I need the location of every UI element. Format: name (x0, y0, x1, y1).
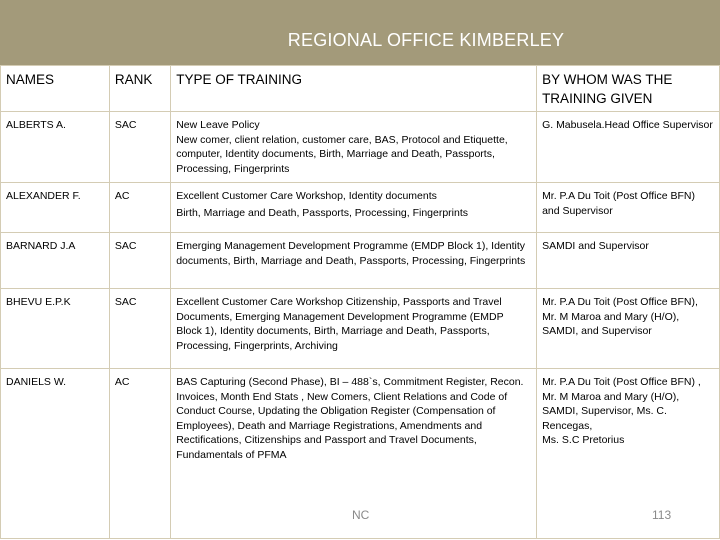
table-row (1, 233, 720, 289)
cell-training: Excellent Customer Care Workshop Citizenship, Passports and Travel Documents, Emerging Management Development Programme (EMDP Block 1), Identity documents, Birth, Marriage and Death, Passports, Processing, Fingerprints, Archiving (171, 289, 537, 369)
cell-trainer: Mr. P.A Du Toit (Post Office BFN), Mr. M Maroa and Mary (H/O), SAMDI, and Supervisor (537, 289, 720, 369)
header-by-whom: BY WHOM WAS THE TRAINING GIVEN (537, 66, 720, 112)
cell-rank: SAC (109, 289, 170, 369)
training-table (0, 65, 720, 539)
header-rank: RANK (109, 66, 170, 112)
cell-name: BHEVU E.P.K (1, 289, 110, 369)
cell-name: ALBERTS A. (1, 112, 110, 183)
table-header-row (1, 66, 720, 112)
cell-rank: AC (109, 369, 170, 539)
cell-rank: AC (109, 183, 170, 233)
footer-region-code: NC (352, 508, 370, 522)
cell-name: DANIELS W. (1, 369, 110, 539)
page-number: 113 (652, 508, 672, 522)
table-row (1, 183, 720, 233)
cell-training: Excellent Customer Care Workshop, Identity documents Birth, Marriage and Death, Passports, Processing, Fingerprints (171, 183, 537, 233)
table-row (1, 289, 720, 369)
cell-name: BARNARD J.A (1, 233, 110, 289)
cell-training: Emerging Management Development Programme (EMDP Block 1), Identity documents, Birth, Marriage and Death, Passports, Processing, Fingerprints (171, 233, 537, 289)
cell-training: New Leave Policy New comer, client relation, customer care, BAS, Protocol and Etiquette, computer, Identity documents, Birth, Marriage and Death, Passports, Processing, Fingerprints (171, 112, 537, 183)
cell-rank: SAC (109, 233, 170, 289)
cell-trainer: SAMDI and Supervisor (537, 233, 720, 289)
cell-rank: SAC (109, 112, 170, 183)
table-row (1, 112, 720, 183)
cell-name: ALEXANDER F. (1, 183, 110, 233)
page-title: REGIONAL OFFICE KIMBERLEY (287, 30, 565, 50)
cell-trainer: Mr. P.A Du Toit (Post Office BFN) , Mr. M Maroa and Mary (H/O), SAMDI, Supervisor, Ms. C. Rencegas, Ms. S.C Pretorius (537, 369, 720, 539)
cell-training: BAS Capturing (Second Phase), BI – 488`s, Commitment Register, Recon. Invoices, Month End Stats , New Comers, Client Relations and Code of Conduct Course, Updating the Obligation Register (Compensation of Employees), Death and Marriage Registrations, Amendments and Rectifications, Citizenships and Passport and Travel Documents, Fundamentals of PFMA (171, 369, 537, 539)
title-banner (0, 0, 720, 66)
header-names: NAMES (1, 66, 110, 112)
header-type: TYPE OF TRAINING (171, 66, 537, 112)
cell-trainer: Mr. P.A Du Toit (Post Office BFN) and Supervisor (537, 183, 720, 233)
cell-trainer: G. Mabusela.Head Office Supervisor (537, 112, 720, 183)
